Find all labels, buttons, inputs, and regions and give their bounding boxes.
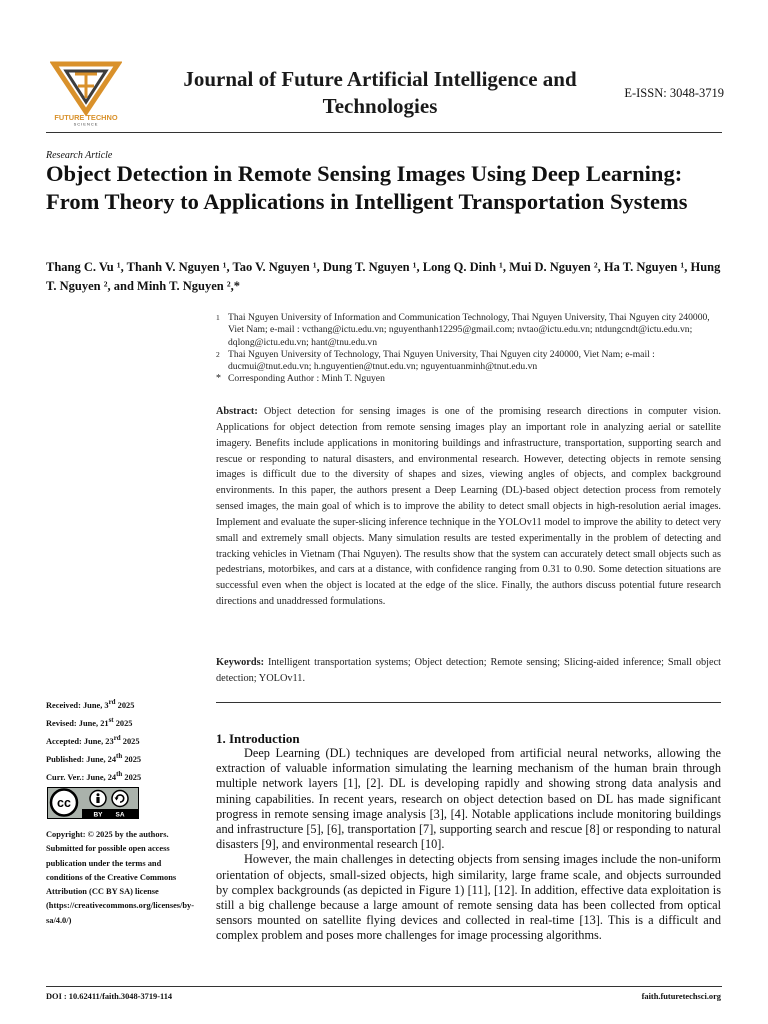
date-published: Published: June, 24th 2025 [46, 752, 142, 765]
logo-text: FUTURE TECHNO [54, 113, 118, 122]
paper-title: Object Detection in Remote Sensing Images Using Deep Learning: From Theory to Applications in Intelligent Transportation Systems [46, 161, 688, 214]
affiliation-2 [216, 349, 720, 374]
affiliation-text: Thai Nguyen University of Information and Communication Technology, Thai Nguyen University, Thai Nguyen city 240000, Viet Nam; e-mail : vcthang@ictu.edu.vn; nguyenthanh12295@gmail.com; nvtao@ictu.edu.vn; ntdungcndt@ictu.edu.vn; dqlong@ictu.edu.vn; hant@tnu.edu.vn [228, 312, 710, 348]
paragraph: Deep Learning (DL) techniques are developed from artificial neural networks, allowing the extraction of valuable information simulating the learning mechanism of the human brain through multiple network layers [1], [2]. DL is developing rapidly and showing strong data analysis and mining capabilities. In recent years, research on object detection based on DL has made significant progress in remote sensing image analysis [3], [4]. Notable applications include monitoring buildings and infrastructure [5], [6], transportation [7], supporting search and rescue [8] or responding to natural disasters [9], and environmental research [10]. [216, 746, 721, 852]
affiliation-marker: 1 [216, 313, 220, 322]
introduction-body [216, 746, 721, 944]
share-alike-icon [112, 791, 128, 807]
date-accepted: Accepted: June, 23rd 2025 [46, 734, 140, 746]
publication-dates [46, 695, 206, 785]
date-revised: Revised: June, 21st 2025 [46, 716, 133, 728]
copyright-notice: Copyright: © 2025 by the authors. Submitted for possible open access publication under the terms and conditions of the Creative Commons Attribution (CC BY SA) license (https://creativecommons.org/licenses/by-sa/4.0/) [46, 830, 195, 925]
abstract-rule [216, 702, 721, 703]
affiliation-text: Thai Nguyen University of Technology, Thai Nguyen University, Thai Nguyen city 240000, Viet Nam; e-mail : ducmui@tnut.edu.vn; h.nguyentien@tnut.edu.vn; nguyentuanminh@tnut.edu.vn [228, 348, 655, 373]
cc-icon-text: cc [57, 796, 71, 810]
header-rule [46, 132, 722, 133]
section-heading-introduction: 1. Introduction [216, 731, 300, 746]
corresponding-author [216, 373, 720, 385]
keywords-text: Intelligent transportation systems; Object detection; Remote sensing; Slicing-aided inference; Small object detection; YOLOv11. [216, 657, 722, 684]
affiliation-text: Corresponding Author : Minh T. Nguyen [228, 373, 385, 385]
article-type: Research Article [46, 150, 113, 161]
by-label: BY [93, 811, 103, 819]
footer-rule [46, 986, 722, 987]
affiliation-marker: * [216, 373, 221, 385]
keywords [216, 655, 721, 687]
date-received: Received: June, 3rd 2025 [46, 698, 135, 710]
paragraph: However, the main challenges in detecting objects from sensing images include the non-uniform orientation of objects, small-sized objects, high similarity, large frame scale, and objects surrounded by complex backgrounds (as depicted in Figure 1) [11], [12]. In addition, effective data exploitation is still a big challenge because a large amount of remote sensing data has been collected from optical sensors mounted on satellite flying devices and collected in real-time [13]. This is a difficult and complex problem and poses more challenges for image processing algorithms. [216, 852, 721, 943]
affiliation-marker: 2 [216, 349, 220, 359]
author-list: Thang C. Vu ¹, Thanh V. Nguyen ¹, Tao V. Nguyen ¹, Dung T. Nguyen ¹, Long Q. Dinh ¹, Mui D. Nguyen ², Ha T. Nguyen ¹, Hung T. Nguyen ², and Minh T. Nguyen ²,* [46, 260, 721, 293]
cc-by-sa-badge[interactable] [47, 787, 139, 819]
abstract [216, 404, 721, 610]
journal-website[interactable]: faith.futuretechsci.org [641, 992, 721, 1001]
abstract-label: Abstract: [216, 406, 258, 417]
logo-subtext: SCIENCE [73, 121, 99, 126]
journal-logo [50, 60, 122, 126]
doi[interactable]: DOI : 10.62411/faith.3048-3719-114 [46, 992, 173, 1001]
logo-monogram [75, 74, 97, 98]
date-current-version: Curr. Ver.: June, 24th 2025 [46, 770, 142, 783]
sa-label: SA [115, 811, 125, 819]
affiliations [216, 312, 720, 386]
keywords-label: Keywords: [216, 657, 265, 668]
eissn: E-ISSN: 3048-3719 [624, 86, 724, 100]
journal-title: Journal of Future Artificial Intelligence and Technologies [183, 67, 577, 118]
abstract-text: Object detection for sensing images is one of the promising research directions in computer vision. Applications for object detection from remote sensing images play an important role in analyzing aerial or satellite imagery. Benefits include applications in monitoring buildings and infrastructure, transportation, supporting search and rescue or responding to natural disasters, and environmental research. However, detecting objects in remote sensing images is difficult due to the diversity of shapes and sizes, viewing angles of objects, and complex background environments. In this paper, the authors present a Deep Learning (DL)-based object detection process from remotely sensed images, the main goal of which is to improve the ability to detect small objects in high-resolution aerial images. Implement and evaluate the super-slicing inference technique in the YOLOv11 model to improve the ability to detect very small and extremely small objects. Many simulation results are tested experimentally in the problem of detecting and tracking vehicles in Vietnam (Thai Nguyen). The results show that the system can accurately detect small objects such as pedestrians, motorbikes, and cars at a distance, with confidence ranging from 0.31 to 0.90. Some detection situations are successful even when the object is located at the edge of the slice. Finally, the authors discuss potential future research directions and unaddressed formulations. [216, 406, 721, 608]
affiliation-1 [216, 312, 720, 349]
